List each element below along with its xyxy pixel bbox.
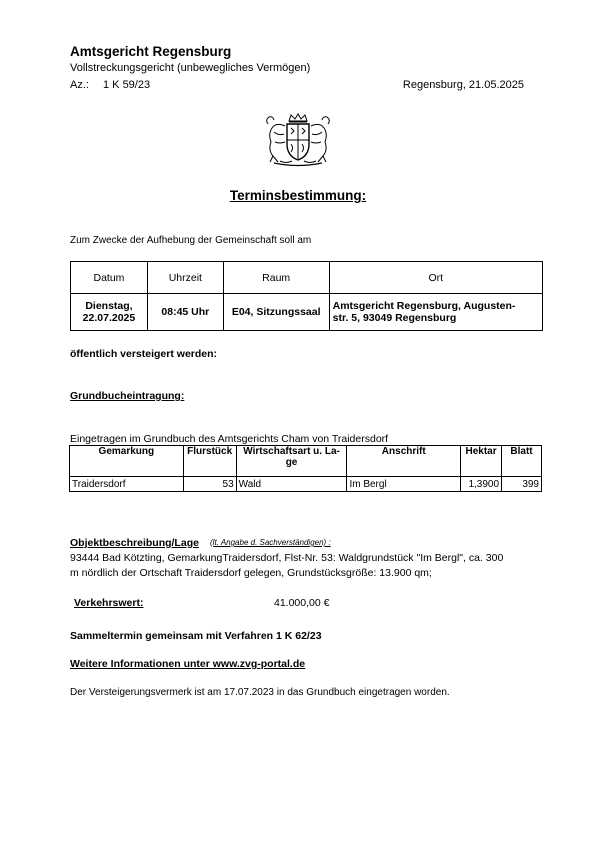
header-datum: Datum	[71, 262, 148, 294]
joint-appointment-text: Sammeltermin gemeinsam mit Verfahren 1 K 62/23	[70, 630, 322, 642]
object-description-line2: m nördlich der Ortschaft Traidersdorf gelegen, Grundstücksgröße: 13.900 qm;	[70, 567, 432, 579]
cell-gemarkung: Traidersdorf	[70, 477, 184, 492]
appointment-location	[329, 294, 542, 331]
land-register-table	[69, 445, 542, 492]
header-hektar: Hektar	[461, 446, 502, 477]
header-wirtschaftsart-line2: ge	[285, 457, 298, 468]
coat-of-arms-seal-icon	[262, 112, 334, 168]
header-anschrift: Anschrift	[347, 446, 461, 477]
appointment-table	[70, 261, 543, 331]
header-wirtschaftsart-line1: Wirtschaftsart u. La-	[243, 446, 340, 457]
location-line1: Amtsgericht Regensburg, Augusten-	[332, 300, 516, 312]
table-row	[71, 294, 543, 331]
file-number: 1 K 59/23	[103, 79, 151, 91]
table-header-row	[70, 446, 542, 477]
more-info-text: Weitere Informationen unter www.zvg-portal.de	[70, 658, 306, 670]
market-value: 41.000,00 €	[274, 597, 330, 609]
header-wirtschaftsart	[236, 446, 347, 477]
header-blatt: Blatt	[502, 446, 542, 477]
place-date: Regensburg, 21.05.2025	[402, 79, 524, 91]
appointment-room: E04, Sitzungssaal	[223, 294, 329, 331]
cell-wirtschaftsart: Wald	[236, 477, 347, 492]
header-ort: Ort	[329, 262, 542, 294]
cell-anschrift: Im Bergl	[347, 477, 461, 492]
cell-blatt: 399	[502, 477, 542, 492]
intro-text: Zum Zwecke der Aufhebung der Gemeinschaft soll am	[70, 235, 312, 246]
appointment-weekday: Dienstag,	[85, 300, 133, 312]
header-uhrzeit: Uhrzeit	[147, 262, 223, 294]
appointment-date	[71, 294, 148, 331]
registration-note: Der Versteigerungsvermerk ist am 17.07.2023 in das Grundbuch eingetragen worden.	[70, 687, 450, 698]
header-flurstueck: Flurstück	[183, 446, 236, 477]
appointment-date-value: 22.07.2025	[82, 312, 136, 324]
appointment-time: 08:45 Uhr	[147, 294, 223, 331]
auction-text: öffentlich versteigert werden:	[70, 348, 218, 360]
object-description-line1: 93444 Bad Kötzting, GemarkungTraidersdorf, Flst-Nr. 53: Waldgrundstück "Im Bergl", ca. 300	[70, 552, 504, 564]
registered-text: Eingetragen im Grundbuch des Amtsgerichts Cham von Traidersdorf	[70, 433, 389, 445]
header-raum: Raum	[223, 262, 329, 294]
grundbuch-heading: Grundbucheintragung:	[70, 390, 185, 402]
table-header-row	[71, 262, 543, 294]
object-note: (lt. Angabe d. Sachverständigen) :	[210, 538, 331, 547]
market-value-label: Verkehrswert:	[74, 597, 144, 609]
location-line2: str. 5, 93049 Regensburg	[332, 312, 457, 324]
cell-flurstueck: 53	[183, 477, 236, 492]
document-heading: Terminsbestimmung:	[229, 188, 367, 203]
file-number-label: Az.:	[70, 79, 89, 91]
court-subtitle: Vollstreckungsgericht (unbewegliches Vermögen)	[70, 62, 311, 74]
table-row	[70, 477, 542, 492]
court-name: Amtsgericht Regensburg	[70, 44, 232, 59]
header-gemarkung: Gemarkung	[70, 446, 184, 477]
object-heading: Objektbeschreibung/Lage	[70, 537, 199, 549]
cell-hektar: 1,3900	[461, 477, 502, 492]
